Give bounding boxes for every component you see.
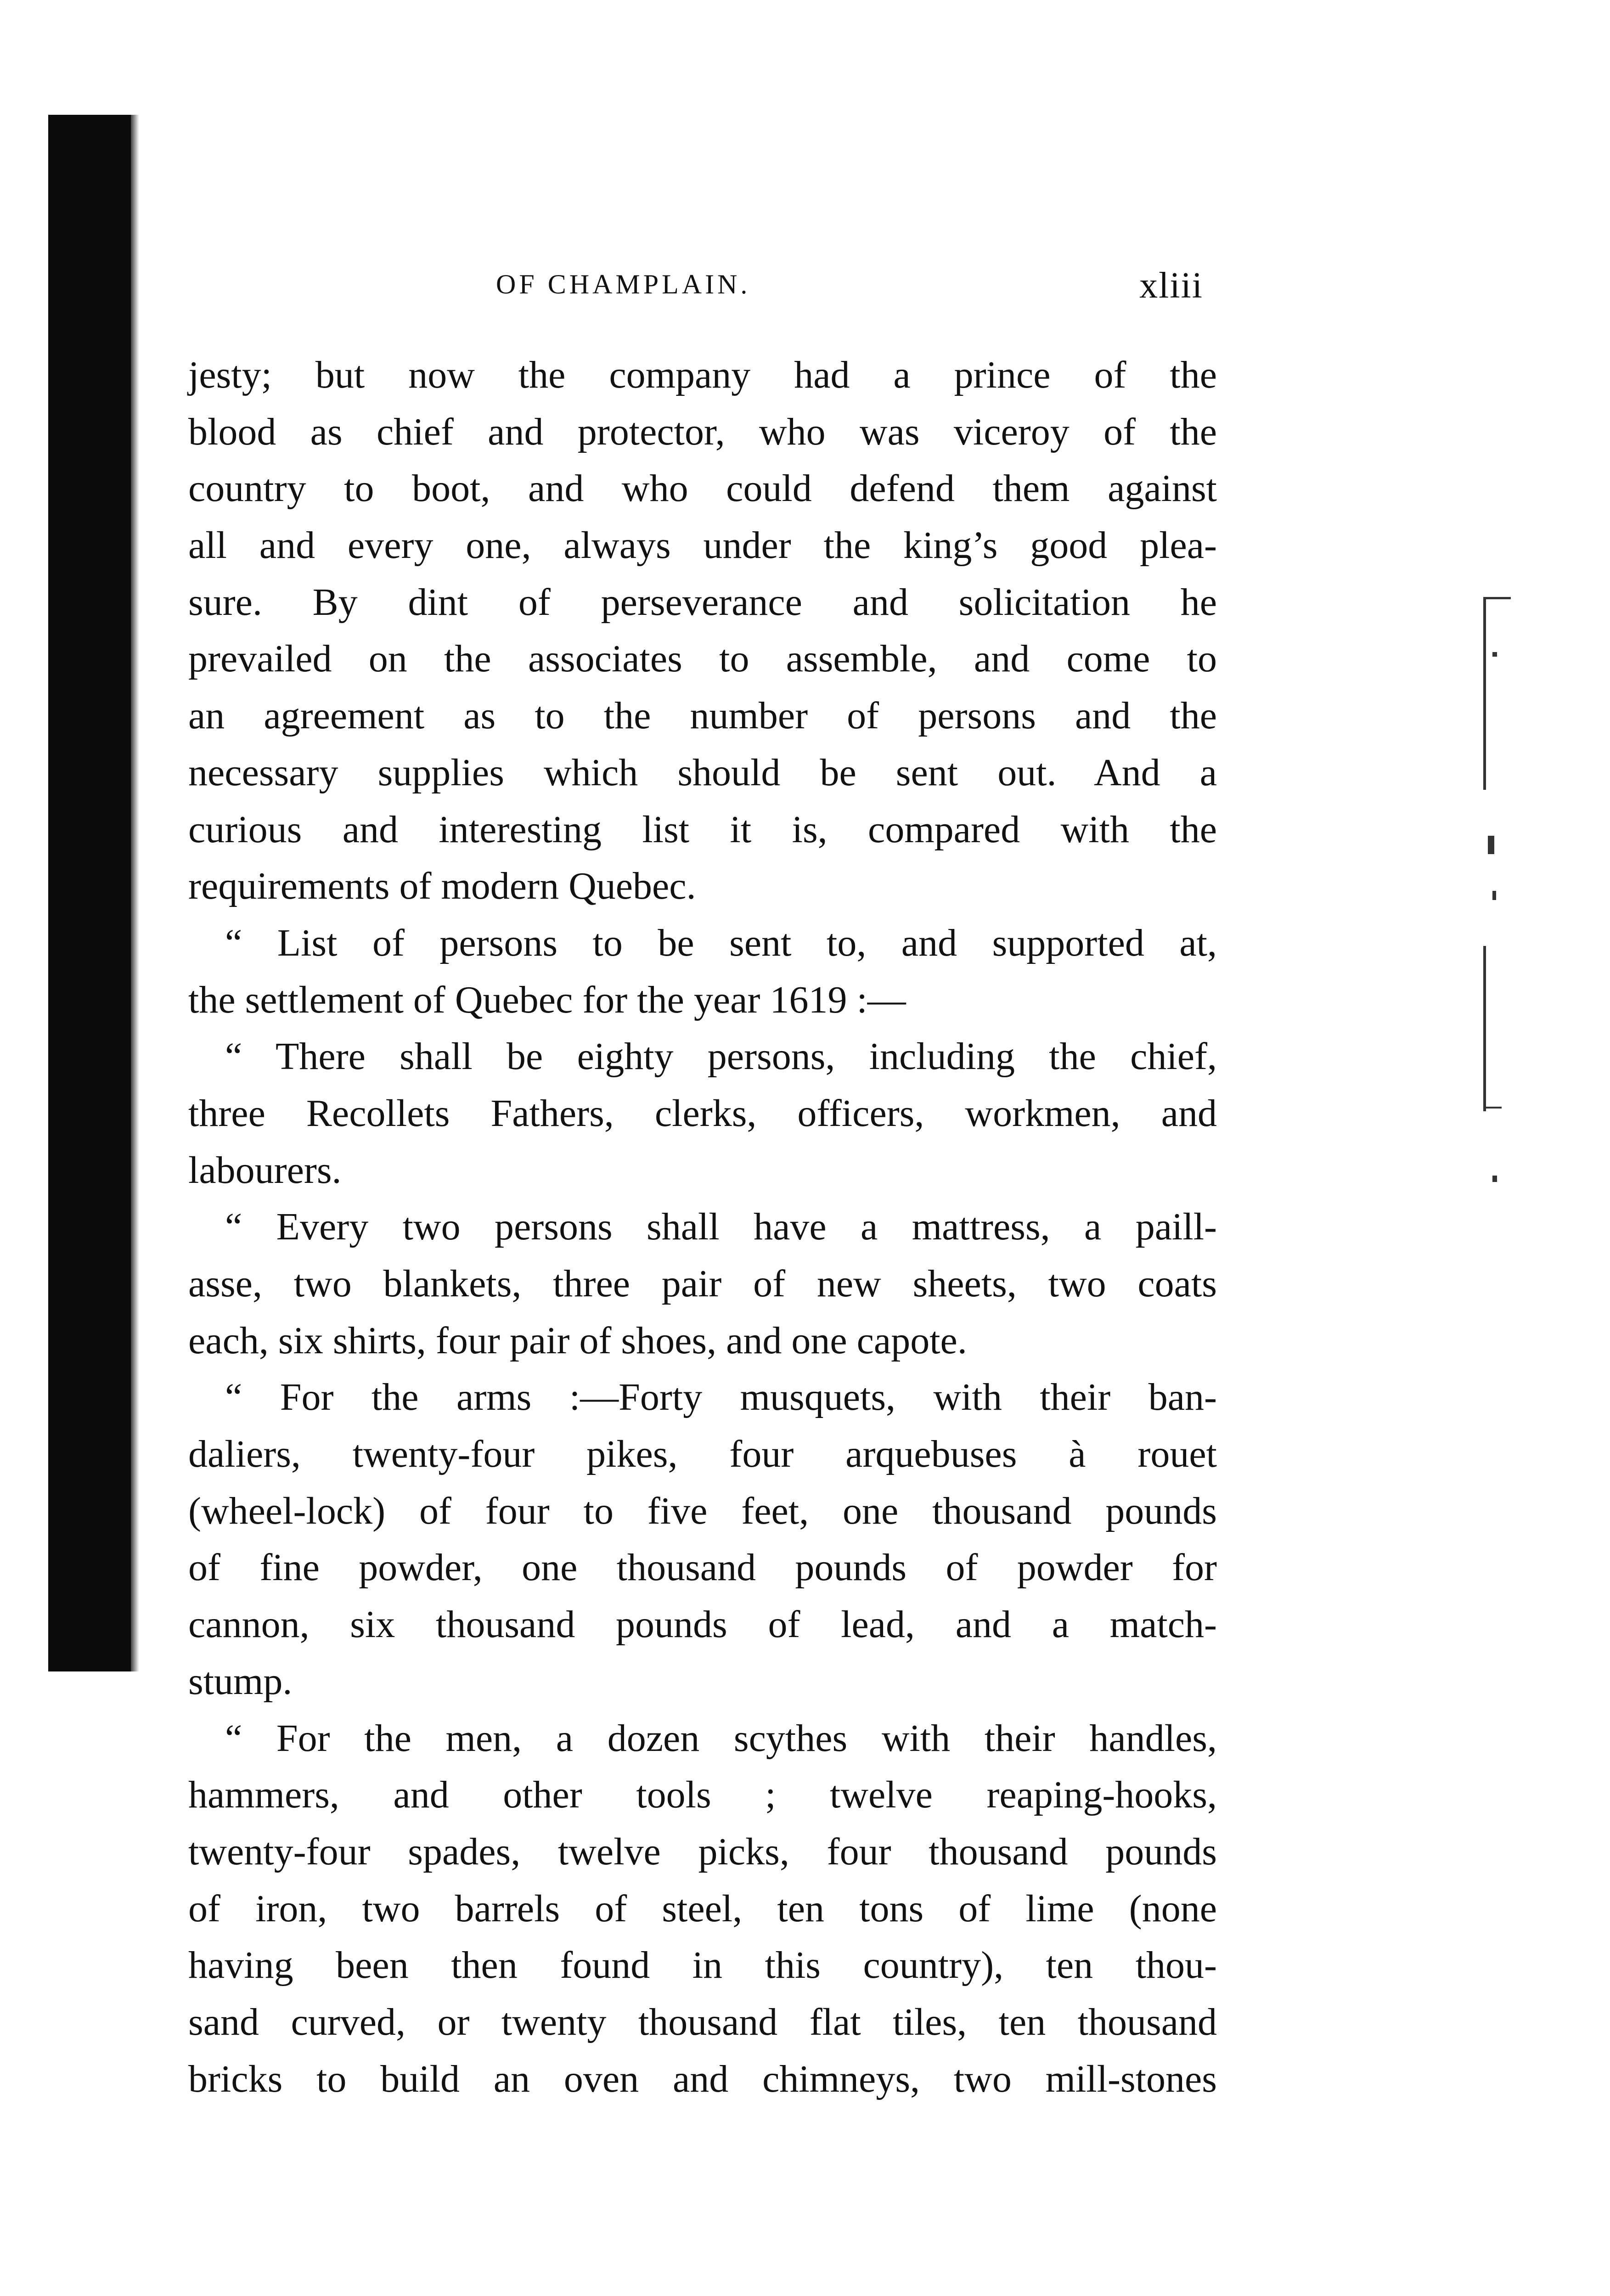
text-line: daliers, twenty-four pikes, four arquebuses à rouet: [188, 1433, 1217, 1476]
text-line: hammers, and other tools ; twelve reaping-hooks,: [188, 1773, 1217, 1817]
text-line: sand curved, or twenty thousand flat tiles, ten thousand: [188, 2000, 1217, 2043]
text-line: (wheel-lock) of four to five feet, one thousand pounds: [188, 1489, 1217, 1532]
text-line: “ List of persons to be sent to, and supported at,: [225, 921, 1217, 964]
text-line: the settlement of Quebec for the year 1619 :—: [188, 978, 906, 1021]
scan-binding-shadow-edge: [131, 115, 139, 1671]
text-line: of iron, two barrels of steel, ten tons of lime (none: [188, 1887, 1217, 1930]
text-line: sure. By dint of perseverance and solicitation he: [188, 580, 1217, 624]
page-header: [188, 265, 1203, 310]
text-line: necessary supplies which should be sent out. And a: [188, 751, 1217, 794]
text-line: asse, two blankets, three pair of new sheets, two coats: [188, 1262, 1217, 1305]
text-line: labourers.: [188, 1148, 342, 1192]
text-line: blood as chief and protector, who was viceroy of the: [188, 410, 1217, 453]
running-head: OF CHAMPLAIN.: [496, 269, 751, 299]
text-line: three Recollets Fathers, clerks, officers, workmen, and: [188, 1092, 1217, 1135]
text-line: prevailed on the associates to assemble, and come to: [188, 637, 1217, 681]
text-line: requirements of modern Quebec.: [188, 865, 696, 908]
text-line: “ Every two persons shall have a mattress, a paill-: [225, 1205, 1217, 1249]
text-line: an agreement as to the number of persons and the: [188, 694, 1217, 737]
text-line: “ For the arms :—Forty musquets, with their ban-: [225, 1376, 1217, 1419]
scan-binding-shadow: [48, 115, 131, 1671]
text-line: of fine powder, one thousand pounds of powder for: [188, 1546, 1217, 1589]
body-text: [188, 347, 1217, 2107]
text-line: curious and interesting list it is, compared with the: [188, 808, 1217, 851]
text-line: cannon, six thousand pounds of lead, and a match-: [188, 1603, 1217, 1646]
text-line: twenty-four spades, twelve picks, four thousand pounds: [188, 1830, 1217, 1873]
text-line: country to boot, and who could defend them against: [188, 467, 1217, 510]
text-line: “ For the men, a dozen scythes with their handles,: [225, 1716, 1217, 1760]
text-line: each, six shirts, four pair of shoes, and one capote.: [188, 1319, 967, 1362]
page-number: xliii: [1139, 265, 1203, 306]
text-line: bricks to build an oven and chimneys, two mill-stones: [188, 2057, 1217, 2100]
text-line: stump.: [188, 1660, 293, 1703]
text-line: all and every one, always under the king’s good plea-: [188, 524, 1217, 567]
text-line: “ There shall be eighty persons, including the chief,: [225, 1035, 1217, 1078]
text-line: having been then found in this country), ten thou-: [188, 1944, 1217, 1987]
text-line: jesty; but now the company had a prince of the: [188, 354, 1217, 396]
scan-margin-marks: [1474, 597, 1534, 1975]
